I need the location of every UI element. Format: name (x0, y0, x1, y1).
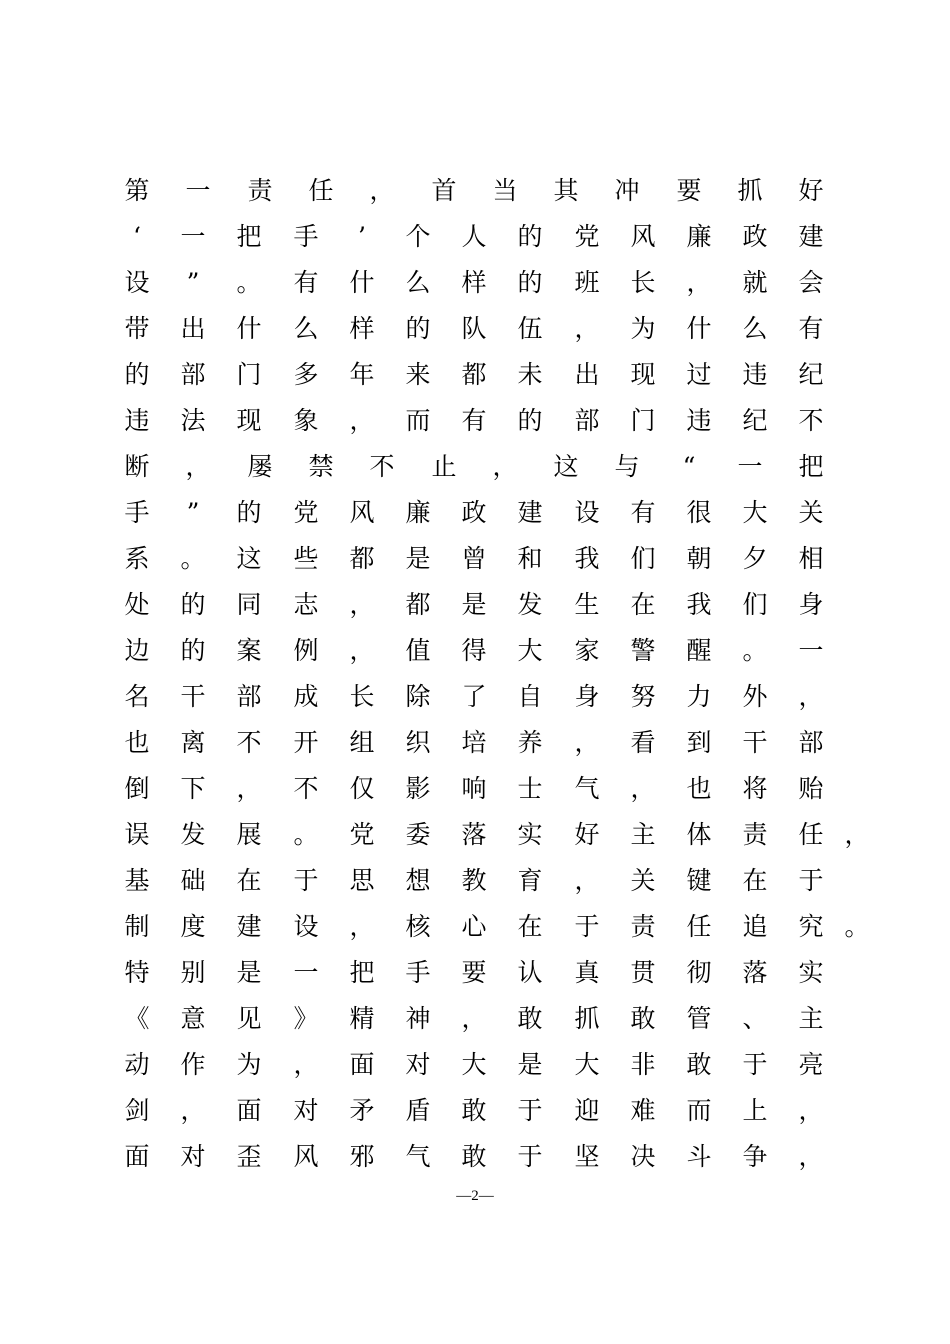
text-line: ‘ 一 把 手 ’ 个 人 的 党 风 廉 政 建 (133, 222, 824, 251)
text-line: 特 别 是 一 把 手 要 认 真 贯 彻 落 实 (124, 958, 824, 987)
text-line: 面 对 歪 风 邪 气 敢 于 坚 决 斗 争 ， (124, 1142, 824, 1171)
text-line: 系 。 这 些 都 是 曾 和 我 们 朝 夕 相 (124, 544, 824, 573)
text-line: 倒 下 ， 不 仅 影 响 士 气 ， 也 将 贻 (124, 774, 824, 803)
page-number: —2— (456, 1188, 494, 1204)
text-line: 第 一 责 任 ， 首 当 其 冲 要 抓 好 (124, 176, 824, 205)
text-line: 名 干 部 成 长 除 了 自 身 努 力 外 ， (124, 682, 824, 711)
text-line: 违 法 现 象 ， 而 有 的 部 门 违 纪 不 (124, 406, 824, 435)
text-line: 误 发 展 。 党 委 落 实 好 主 体 责 任 ， (124, 820, 870, 849)
text-line: 《 意 见 》 精 神 ， 敢 抓 敢 管 、 主 (124, 1004, 824, 1033)
body-text (124, 168, 870, 1180)
text-line: 设 ” 。 有 什 么 样 的 班 长 ， 就 会 (124, 268, 824, 297)
text-line: 动 作 为 ， 面 对 大 是 大 非 敢 于 亮 (124, 1050, 824, 1079)
text-line: 断 ， 屡 禁 不 止 ， 这 与 “ 一 把 (124, 452, 824, 481)
text-line: 手 ” 的 党 风 廉 政 建 设 有 很 大 关 (124, 498, 824, 527)
text-line: 处 的 同 志 ， 都 是 发 生 在 我 们 身 (124, 590, 824, 619)
text-line: 带 出 什 么 样 的 队 伍 ， 为 什 么 有 (124, 314, 824, 343)
text-line: 也 离 不 开 组 织 培 养 ， 看 到 干 部 (124, 728, 824, 757)
text-line: 制 度 建 设 ， 核 心 在 于 责 任 追 究 。 (124, 912, 870, 941)
text-line: 边 的 案 例 ， 值 得 大 家 警 醒 。 一 (124, 636, 824, 665)
text-line: 基 础 在 于 思 想 教 育 ， 关 键 在 于 (124, 866, 824, 895)
text-line: 的 部 门 多 年 来 都 未 出 现 过 违 纪 (124, 360, 824, 389)
text-line: 剑 ， 面 对 矛 盾 敢 于 迎 难 而 上 ， (124, 1096, 824, 1125)
